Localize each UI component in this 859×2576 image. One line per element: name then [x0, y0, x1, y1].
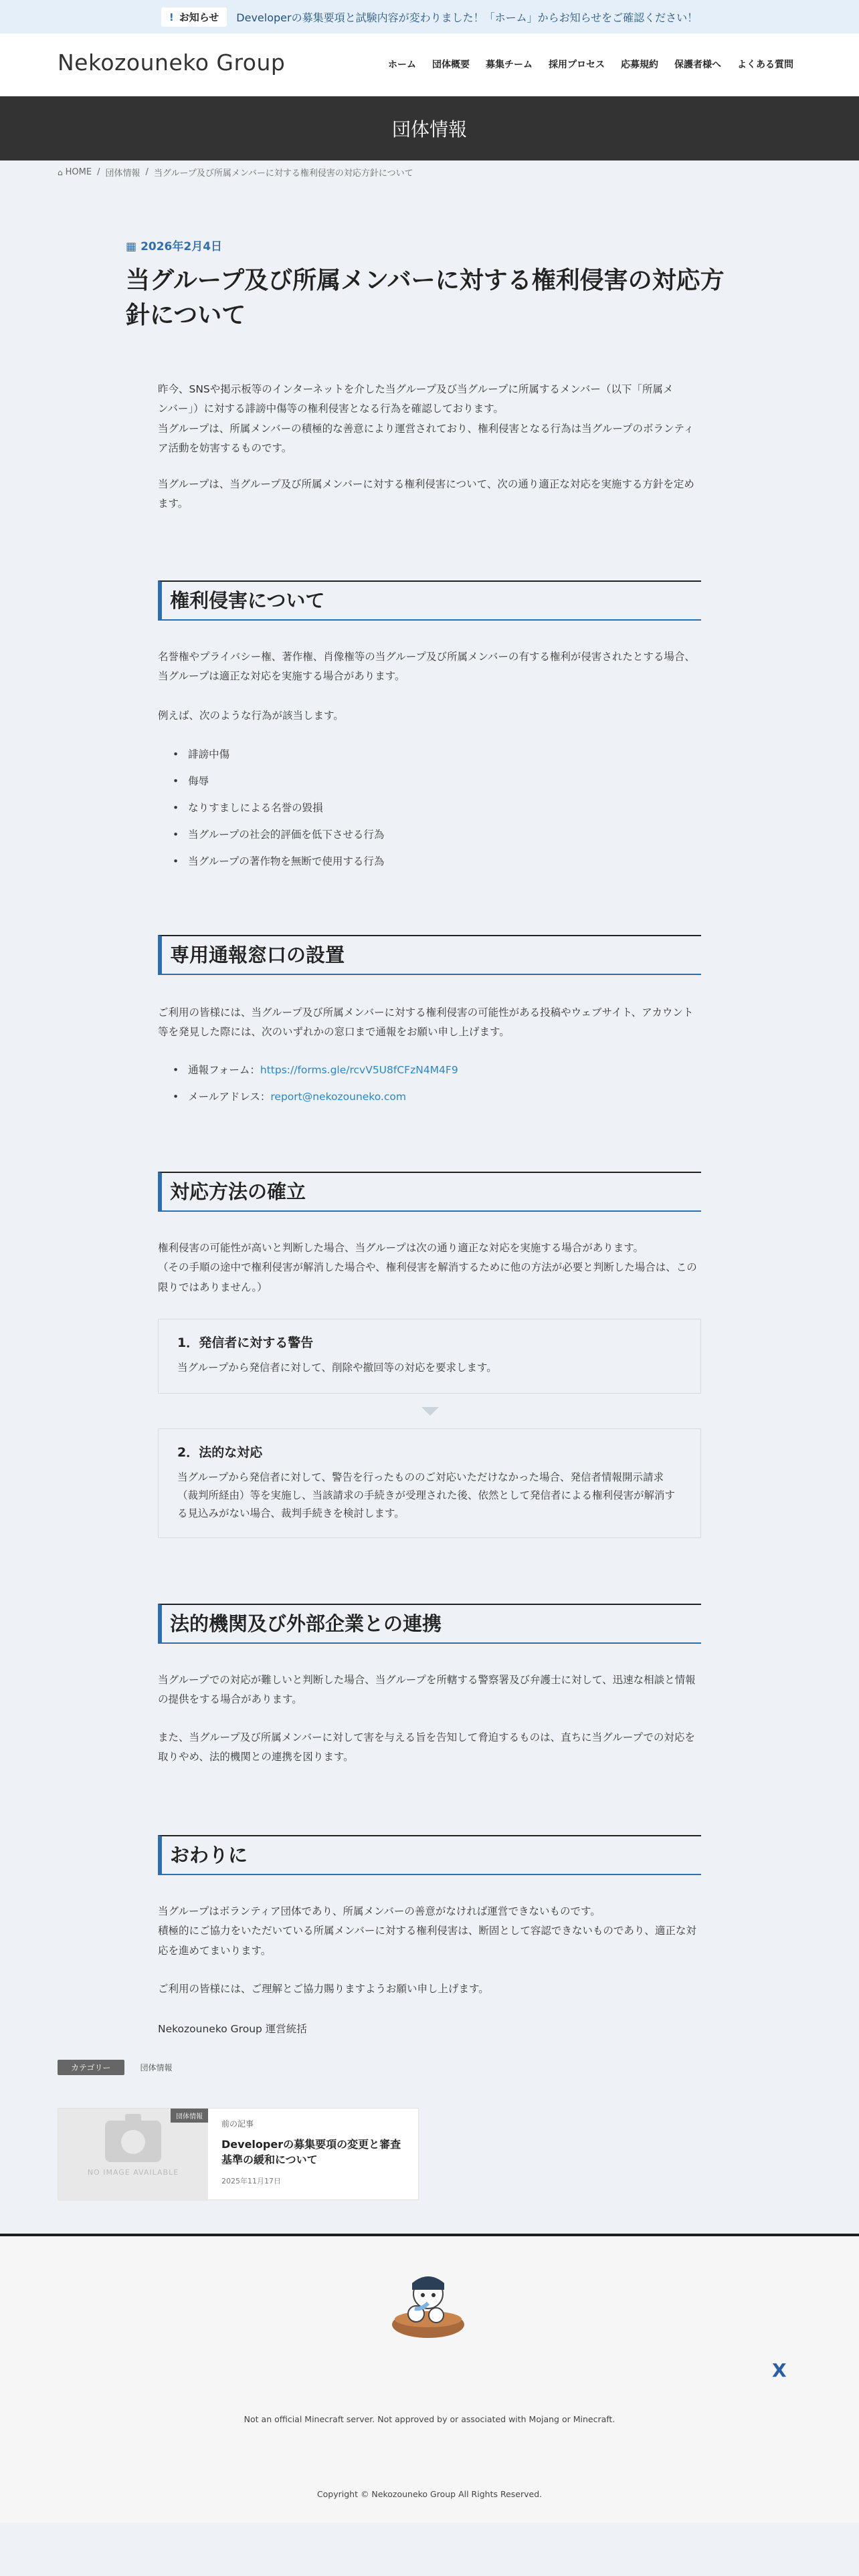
notice-text[interactable]: Developerの募集要項と試験内容が変わりました！「ホーム」からお知らせをご確認ください！	[236, 11, 698, 24]
intro-paragraph-2	[158, 475, 701, 514]
category-link[interactable]: 団体情報	[140, 2063, 173, 2072]
section1-paragraph-2	[158, 706, 701, 726]
form-label: 通報フォーム：	[188, 1064, 260, 1076]
section-heading-rights: 権利侵害について	[158, 580, 701, 621]
step-body: 当グループから発信者に対して、削除や撤回等の対応を要求します。	[177, 1362, 497, 1374]
report-form-link[interactable]: https://forms.gle/rcvV5U8fCFzN4M4F9	[260, 1064, 458, 1076]
nav-faq[interactable]: よくある質問	[737, 60, 793, 70]
breadcrumb-separator: /	[145, 167, 149, 177]
breadcrumb	[58, 166, 413, 179]
paragraph-line: 当グループはボランティア団体であり、所属メンバーの善意がなければ運営できないものです。	[158, 1905, 601, 1917]
site-logo[interactable]: Nekozouneko Group	[58, 49, 286, 76]
prev-post-badge: 団体情報	[171, 2109, 208, 2123]
section-heading-cooperation: 法的機関及び外部企業との連携	[158, 1604, 701, 1644]
section5-paragraph-1	[158, 1902, 701, 1961]
mail-label: メールアドレス：	[188, 1091, 271, 1103]
arrow-down-icon	[421, 1407, 439, 1416]
prev-post-date: 2025年11月17日	[221, 2177, 281, 2185]
site-footer	[0, 2234, 859, 2523]
prev-post-thumbnail	[58, 2109, 208, 2201]
list-item: • 当グループの著作物を無断で使用する行為	[175, 848, 384, 875]
section-heading-response: 対応方法の確立	[158, 1172, 701, 1212]
footer-disclaimer: Not an official Minecraft server. Not approved by or associated with Mojang or Minecraft.	[244, 2414, 615, 2424]
no-image-text: NO IMAGE AVAILABLE	[87, 2168, 179, 2177]
signature-text: Nekozouneko Group 運営統括	[158, 2023, 307, 2035]
breadcrumb-home[interactable]: HOME	[65, 167, 92, 177]
nav-about[interactable]: 団体概要	[432, 60, 470, 70]
section1-paragraph-1	[158, 647, 701, 687]
paragraph-line: （その手順の途中で権利侵害が解消した場合や、権利侵害を解消するために他の方法が必要と判断した場合は、この限りではありません。）	[158, 1261, 697, 1293]
breadcrumb-category[interactable]: 団体情報	[105, 169, 140, 179]
list-item: • 当グループの社会的評価を低下させる行為	[175, 821, 384, 848]
nav-home[interactable]: ホーム	[388, 60, 416, 70]
contact-list	[175, 1057, 458, 1110]
post-date-text: 2026年2月4日	[140, 240, 223, 253]
post-date	[126, 237, 222, 253]
nav-parents[interactable]: 保護者様へ	[674, 60, 721, 70]
step-box-warning	[158, 1319, 701, 1394]
site-header	[0, 33, 859, 96]
global-nav	[372, 58, 793, 71]
intro-line: 当グループは、当グループ及び所属メンバーに対する権利侵害について、次の通り適正な対応を実施する方針を定めます。	[158, 478, 694, 510]
paragraph-line: 権利侵害の可能性が高いと判断した場合、当グループは次の通り適正な対応を実施する場合があります。	[158, 1242, 644, 1254]
paragraph: 例えば、次のような行為が該当します。	[158, 710, 344, 722]
prev-post-card[interactable]	[58, 2108, 419, 2200]
section5-paragraph-2	[158, 1979, 701, 1999]
step-title: 1．発信者に対する警告	[177, 1335, 314, 1350]
nav-process[interactable]: 採用プロセス	[549, 60, 605, 70]
paragraph: 名誉権やプライバシー権、著作権、肖像権等の当グループ及び所属メンバーの有する権利が侵害されたとする場合、当グループは適正な対応を実施する場合があります。	[158, 651, 695, 683]
report-mail-link[interactable]: report@nekozouneko.com	[270, 1091, 406, 1103]
section-heading-closing: おわりに	[158, 1835, 701, 1875]
camera-icon	[105, 2121, 161, 2162]
prev-post-label: 前の記事	[221, 2119, 254, 2129]
list-item: • 誹謗中傷	[175, 741, 384, 768]
page-category-title: 団体情報	[0, 96, 859, 160]
signature	[158, 2020, 701, 2039]
nav-terms[interactable]: 応募規約	[621, 60, 658, 70]
x-social-icon[interactable]: X	[772, 2359, 787, 2381]
notice-tag	[161, 7, 227, 27]
breadcrumb-separator: /	[97, 167, 100, 177]
section3-paragraph	[158, 1239, 701, 1297]
exclamation-icon: !	[169, 11, 174, 23]
breadcrumb-current: 当グループ及び所属メンバーに対する権利侵害の対応方針について	[153, 169, 413, 179]
intro-line: ンバー」）に対する誹謗中傷等の権利侵害となる行為を確認しております。	[158, 403, 504, 415]
category-row	[58, 2060, 173, 2075]
section2-paragraph	[158, 1003, 701, 1043]
intro-line: 当グループは、所属メンバーの積極的な善意により運営されており、権利侵害となる行為は当グループのボランティア活動を妨害するものです。	[158, 422, 694, 455]
footer-copyright: Copyright © Nekozouneko Group All Rights Reserved.	[316, 2489, 543, 2499]
intro-line: 昨今、SNSや掲示板等のインターネットを介した当グループ及び当グループに所属するメンバー（以下「所属メ	[158, 383, 674, 395]
paragraph-line: 積極的にご協力をいただいている所属メンバーに対する権利侵害は、断固として容認できないものであり、適正な対応を進めてまいります。	[158, 1925, 696, 1957]
step-body: 当グループから発信者に対して、警告を行ったもののご対応いただけなかった場合、発信者情報開示請求（裁判所経由）等を実施し、当該請求の手続きが受理された後、依然として発信者による権利侵害が解消する見込みがない場合、裁判手続きを検討します。	[177, 1471, 676, 1520]
list-item: • なりすましによる名誉の毀損	[175, 794, 384, 821]
calendar-icon: ▦	[126, 240, 137, 253]
list-item-form	[175, 1057, 458, 1083]
category-label: カテゴリー	[58, 2060, 124, 2075]
intro-paragraph-1	[158, 380, 701, 459]
prev-post-title[interactable]: Developerの募集要項の変更と審査基準の緩和について	[221, 2138, 401, 2167]
home-icon: ⌂	[58, 167, 63, 177]
paragraph: また、当グループ及び所属メンバーに対して害を与える旨を告知して脅迫するものは、直ちに当グループでの対応を取りやめ、法的機関との連携を図ります。	[158, 1731, 695, 1763]
list-item-mail	[175, 1083, 458, 1110]
step-title: 2．法的な対応	[177, 1445, 263, 1460]
list-item: • 侮辱	[175, 768, 384, 794]
paragraph: ご利用の皆様には、ご理解とご協力賜りますようお願い申し上げます。	[158, 1983, 489, 1995]
section4-paragraph-2	[158, 1728, 701, 1767]
notice-bar[interactable]	[0, 0, 859, 33]
step-box-legal	[158, 1428, 701, 1538]
notice-tag-label: お知らせ	[179, 11, 219, 23]
section-heading-report-desk: 専用通報窓口の設置	[158, 935, 701, 975]
section4-paragraph-1	[158, 1671, 701, 1710]
violation-list	[175, 741, 384, 875]
post-title: 当グループ及び所属メンバーに対する権利侵害の対応方針について	[126, 267, 725, 330]
mascot-cat-basket-icon	[388, 2263, 468, 2343]
nav-teams[interactable]: 募集チーム	[486, 60, 533, 70]
paragraph: ご利用の皆様には、当グループ及び所属メンバーに対する権利侵害の可能性がある投稿やウェブサイト、アカウント等を発見した際には、次のいずれかの窓口まで通報をお願い申し上げます。	[158, 1006, 694, 1039]
paragraph: 当グループでの対応が難しいと判断した場合、当グループを所轄する警察署及び弁護士に対して、迅速な相談と情報の提供をする場合があります。	[158, 1674, 696, 1706]
